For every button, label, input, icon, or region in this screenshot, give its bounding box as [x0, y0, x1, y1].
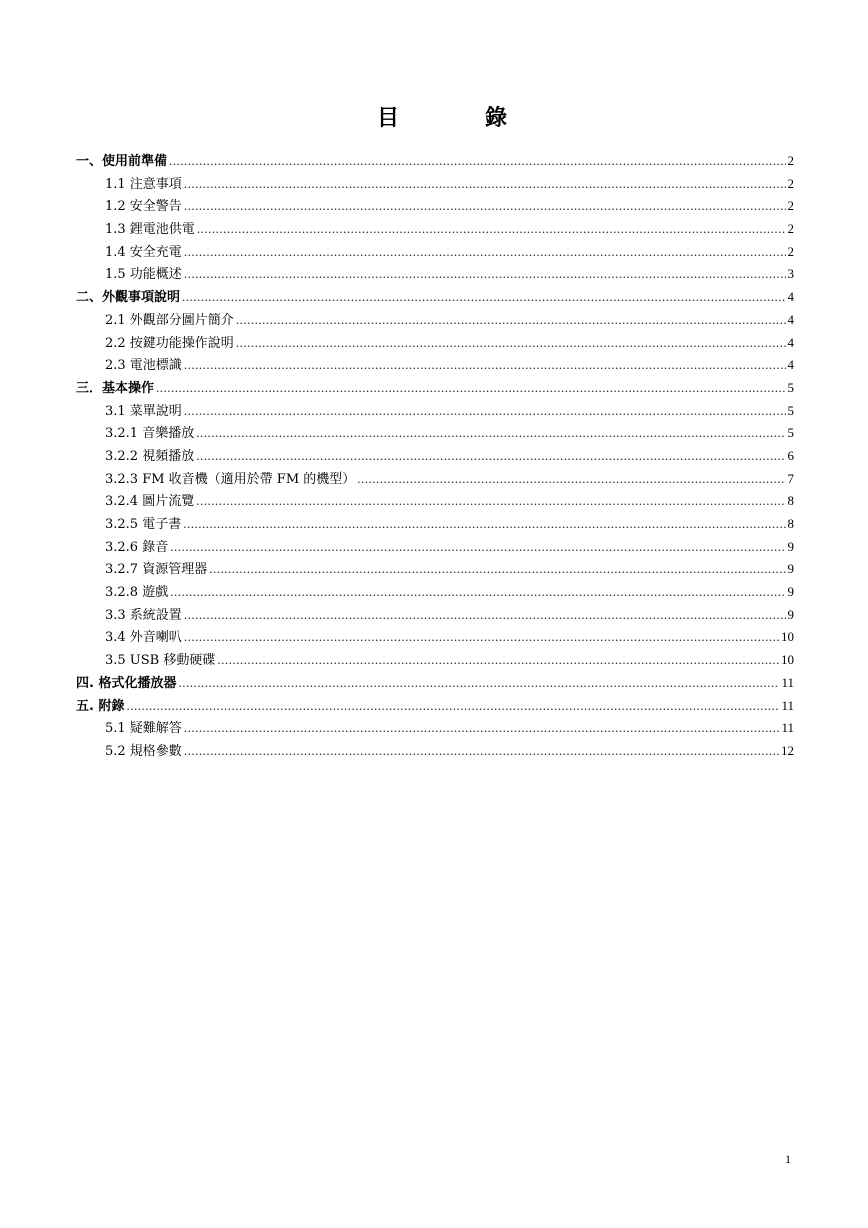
toc-entry-label: 1.3 鋰電池供電 — [105, 222, 195, 238]
toc-entry-label: 3.2.6 錄音 — [105, 539, 169, 555]
toc-entry-label: 3.1 菜單說明 — [105, 403, 182, 419]
toc-entry-label: 二、外觀事項說明 — [76, 290, 181, 306]
toc-entry-label: 5.1 疑難解答 — [105, 721, 182, 737]
toc-entry-label: 3.5 USB 移動硬碟 — [105, 653, 216, 669]
toc-entry-page: 4 — [787, 357, 794, 373]
toc-leader-dots — [183, 513, 785, 536]
toc-leader-dots — [182, 286, 785, 309]
toc-entry-page: 6 — [787, 447, 794, 463]
toc-entry-page: 8 — [787, 516, 794, 531]
toc-leader-dots — [209, 558, 785, 581]
toc-entry[interactable] — [76, 468, 794, 491]
toc-leader-dots — [236, 309, 786, 332]
toc-entry-label: 2.3 電池標識 — [105, 358, 182, 374]
toc-entry-page: 10 — [781, 629, 794, 645]
toc-entry[interactable] — [76, 695, 794, 718]
toc-entry-page: 12 — [781, 742, 794, 758]
toc-entry[interactable] — [76, 604, 794, 627]
toc-entry-label: 1.1 注意事項 — [105, 176, 182, 192]
toc-entry[interactable] — [76, 649, 794, 672]
toc-entry-label: 3.2.2 視頻播放 — [105, 448, 195, 464]
toc-entry-page: 2 — [787, 153, 794, 168]
toc-leader-dots — [184, 740, 779, 763]
toc-leader-dots — [184, 717, 780, 740]
toc-entry-label: 3.2.8 遊戲 — [105, 585, 169, 601]
toc-entry[interactable] — [76, 626, 794, 649]
page-title: 目 錄 — [376, 105, 539, 131]
toc-entry-page: 9 — [787, 538, 794, 554]
toc-entry-label: 3.3 系統設置 — [105, 607, 182, 623]
toc-entry-page: 8 — [787, 493, 794, 509]
toc-leader-dots — [170, 581, 785, 604]
toc-entry-label: 五. 附錄 — [76, 698, 125, 714]
toc-entry-label: 3.2.4 圖片流覽 — [105, 494, 195, 510]
toc-entry-label: 一、使用前準備 — [76, 154, 168, 169]
toc-entry[interactable] — [76, 286, 794, 309]
toc-leader-dots — [196, 445, 785, 468]
toc-entry-page: 3 — [787, 266, 794, 282]
toc-entry-page: 4 — [787, 289, 794, 305]
page-number: 1 — [785, 1152, 791, 1166]
toc-entry[interactable] — [76, 150, 794, 173]
toc-entry-page: 9 — [787, 606, 794, 622]
toc-leader-dots — [170, 536, 785, 559]
toc-leader-dots — [217, 649, 779, 672]
toc-entry[interactable] — [76, 173, 794, 196]
toc-entry[interactable] — [76, 400, 794, 423]
toc-leader-dots — [184, 263, 786, 286]
toc-leader-dots — [178, 672, 779, 695]
toc-entry-page: 2 — [787, 175, 794, 191]
toc-entry[interactable] — [76, 513, 794, 536]
toc-entry-page: 2 — [787, 243, 794, 259]
toc-entry[interactable] — [76, 558, 794, 581]
toc-leader-dots — [126, 695, 779, 718]
toc-entry-page: 9 — [787, 561, 794, 577]
toc-entry[interactable] — [76, 422, 794, 445]
toc-leader-dots — [357, 468, 785, 491]
toc-entry-page: 7 — [787, 470, 794, 486]
toc-entry-page: 11 — [781, 720, 794, 736]
toc-entry-page: 10 — [781, 652, 794, 668]
toc-leader-dots — [184, 241, 786, 264]
toc-entry-label: 1.5 功能概述 — [105, 267, 182, 283]
toc-entry[interactable] — [76, 581, 794, 604]
toc-leader-dots — [196, 422, 785, 445]
toc-entry[interactable] — [76, 309, 794, 332]
toc-entry-page: 11 — [781, 697, 794, 713]
toc-entry[interactable] — [76, 740, 794, 763]
toc-leader-dots — [156, 377, 785, 400]
toc-entry-page: 11 — [781, 674, 794, 690]
toc-entry-page: 2 — [787, 221, 794, 237]
toc-leader-dots — [184, 195, 786, 218]
toc-entry[interactable] — [76, 332, 794, 355]
toc-entry-label: 四. 格式化播放器 — [76, 675, 177, 691]
toc-leader-dots — [197, 218, 786, 241]
toc-entry[interactable] — [76, 717, 794, 740]
toc-entry-page: 4 — [787, 311, 794, 327]
toc-entry-label: 3.4 外音喇叭 — [105, 630, 182, 646]
toc-entry[interactable] — [76, 354, 794, 377]
toc-entry[interactable] — [76, 490, 794, 513]
toc-entry[interactable] — [76, 445, 794, 468]
toc-entry[interactable] — [76, 263, 794, 286]
table-of-contents — [76, 150, 794, 763]
toc-entry-label: 3.2.3 FM 收音機（適用於帶 FM 的機型） — [105, 471, 356, 487]
toc-entry-label: 3.2.1 音樂播放 — [105, 426, 195, 442]
toc-leader-dots — [184, 604, 786, 627]
toc-leader-dots — [184, 354, 786, 377]
toc-entry-label: 2.2 按鍵功能操作說明 — [105, 335, 234, 351]
toc-entry-label: 3.2.7 資源管理器 — [105, 562, 208, 578]
toc-entry[interactable] — [76, 218, 794, 241]
toc-entry-page: 2 — [787, 198, 794, 214]
toc-leader-dots — [184, 400, 786, 423]
toc-leader-dots — [169, 150, 785, 173]
toc-entry-page: 4 — [787, 334, 794, 350]
toc-entry-label: 三．基本操作 — [76, 380, 155, 396]
toc-leader-dots — [196, 490, 785, 513]
toc-entry-page: 5 — [787, 402, 794, 418]
toc-entry[interactable] — [76, 536, 794, 559]
toc-entry[interactable] — [76, 377, 794, 400]
toc-entry-label: 1.4 安全充電 — [105, 244, 182, 260]
toc-entry-label: 2.1 外觀部分圖片簡介 — [105, 312, 234, 328]
toc-entry[interactable] — [76, 672, 794, 695]
toc-entry-page: 5 — [787, 425, 794, 441]
toc-entry-label: 1.2 安全警告 — [105, 199, 182, 215]
toc-leader-dots — [184, 173, 786, 196]
toc-leader-dots — [236, 332, 786, 355]
toc-entry[interactable] — [76, 241, 794, 264]
toc-entry-page: 5 — [787, 379, 794, 395]
toc-leader-dots — [184, 626, 779, 649]
toc-entry-label: 5.2 規格參數 — [105, 743, 182, 759]
toc-entry-label: 3.2.5 電子書 — [105, 517, 182, 532]
toc-entry[interactable] — [76, 195, 794, 218]
toc-entry-page: 9 — [787, 584, 794, 600]
